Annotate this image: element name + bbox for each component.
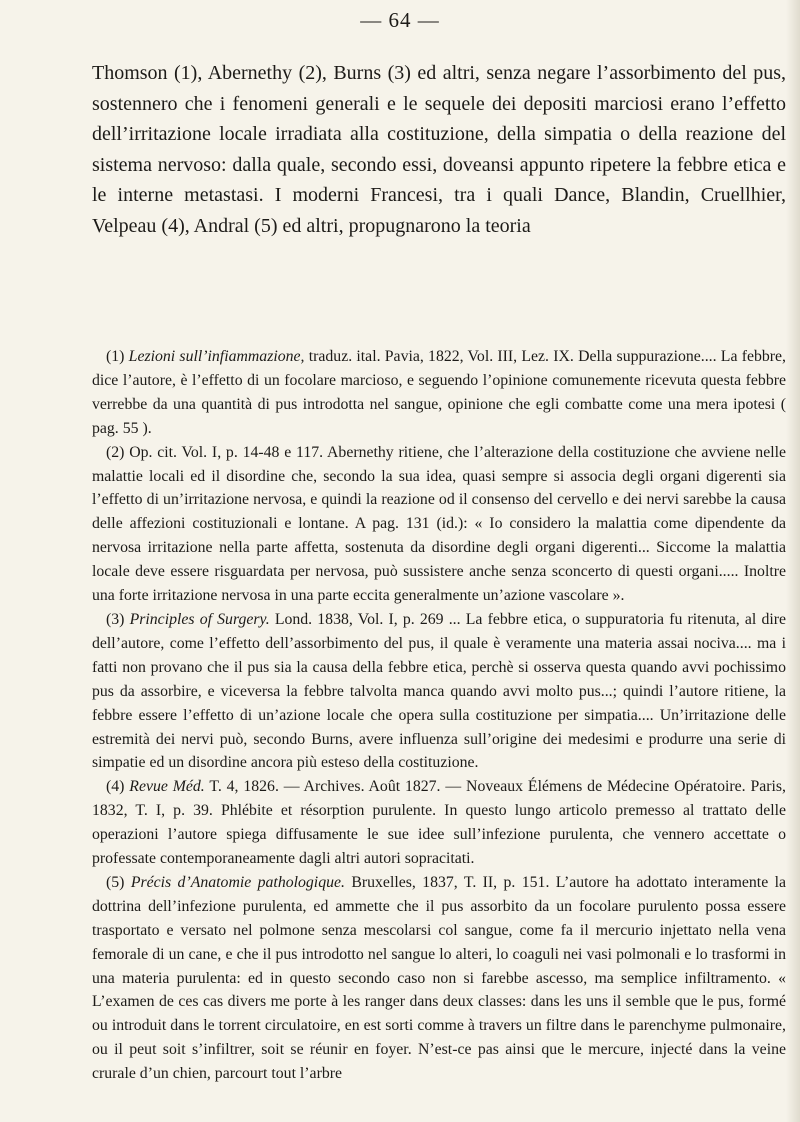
footnote-5 [92,871,786,1086]
footnote-1 [92,345,786,441]
footnote-source-title: Lezioni sull’infiammazione, [128,348,305,365]
footnote-marker: (5) [106,873,125,891]
footnote-2 [92,441,786,608]
footnote-source-title: Revue Méd. [129,778,205,796]
footnotes [92,345,786,1086]
footnote-text: Lond. 1838, Vol. I, p. 269 ... La febbre etica, o suppuratoria fu ritenuta, al dire dell’autore, come l’effetto dell’assorbimento del pus, il quale è veramente una materia assai nociva.... ma i fatti non provano che il pus sia la causa della febbre etica, perchè si osserva questa quando avvi pochissimo pus da assorbire, e viceversa la febbre talvolta manca quando avvi molto pus...; quindi l’autore ritiene, la febbre essere l’effetto di un’azione locale che opera sulla costituzione per simpatia.... Un’irritazione delle estremità dei nervi può, secondo Burns, avere influenza sull’origine dei medesimi e produrre una serie di simpatie ed un disordine ancora più esteso della costituzione. [92,610,787,772]
footnote-text: T. 4, 1826. — Archives. Août 1827. — Noveaux Élémens de Médecine Opératoire. Paris, 1832, T. I, p. 39. Phlébite et résorption purulente. In questo lungo articolo premesso al trattato delle operazioni l’autore spiega diffusamente le sue idee sull’infezione purulenta, che vennero accettate o professate contemporaneamente dagli altri autori sopracitati. [92,778,786,868]
footnote-4 [92,775,786,871]
footnote-text: traduz. ital. Pavia, 1822, Vol. III, Lez. IX. Della suppurazione.... La febbre, dice l’autore, è l’effetto di un focolare marcioso, e seguendo l’opinione comunemente ricevuta questa febbre verrebbe da una quantità di pus introdotta nel sangue, opinione che egli combatte come una mera ipotesi ( pag. 55 ). [92,348,787,437]
footnote-3 [92,608,786,775]
main-paragraph: Thomson (1), Abernethy (2), Burns (3) ed altri, senza negare l’assorbimento del pus, sostennero che i fenomeni generali e le sequele dei depositi marciosi erano l’effetto dell’irritazione locale irradiata alla costituzione, della simpatia o della reazione del sistema nervoso: dalla quale, secondo essi, doveansi appunto ripetere la febbre etica e le interne metastasi. I moderni Francesi, tra i quali Dance, Blandin, Cruellhier, Velpeau (4), Andral (5) ed altri, propugnarono la teoria [92,62,786,237]
page-number: — 64 — [360,8,440,32]
footnote-source-title: Principles of Surgery. [129,610,270,628]
footnote-source-title: Précis d’Anatomie pathologique. [130,873,345,891]
footnote-marker: (4) [106,778,125,796]
footnote-text: Bruxelles, 1837, T. II, p. 151. L’autore ha adottato interamente la dottrina dell’infezione purulenta, ed ammette che il pus assorbito da un focolare purulento possa essere trasportato e versato nel polmone senza mescolarsi col sangue, come fa il mercurio injettato nella vena femorale di un cane, e che il pus introdotto nel sangue lo alteri, lo coaguli nei vasi polmonali e lo trasformi in una materia purulenta: ed in questo secondo caso non si farebbe ascesso, ma semplice infiltramento. « L’examen de ces cas divers me porte à les ranger dans deux classes: dans les uns il semble que le pus, formé ou introduit dans le torrent circulatoire, en est sorti comme à travers un filtre dans le parenchyme pulmonaire, ou il peut soit s’infiltrer, soit se réunir en foyer. N’est-ce pas ainsi que le mercure, injecté dans la veine crurale d’un chien, parcourt tout l’arbre [92,873,786,1083]
page-edge-shadow [786,0,800,1122]
footnote-marker: (3) [106,610,125,628]
footnote-marker: (1) [106,348,125,365]
footnote-text: Op. cit. Vol. I, p. 14-48 e 117. Abernethy ritiene, che l’alterazione della costituzione che avviene nelle malattie locali ed il disordine che, secondo la sua idea, quasi sempre si associa degli organi digerenti sia l’effetto di un’irritazione nervosa, e quindi la reazione od il consenso del cervello e dei nervi sarebbe la causa delle affezioni costituzionali e lontane. A pag. 131 (id.): « Io considero la malattia come dipendente da nervosa irritazione nella parte affetta, sostenuta da disordine degli organi digerenti... Siccome la malattia locale deve essere risguardata per nervosa, può sussistere anche senza sconcerto di questi organi..... Inoltre una forte irritazione nervosa in una parte eccita generalmente un’azione vascolare ». [92,443,786,605]
footnote-marker: (2) [106,443,125,461]
